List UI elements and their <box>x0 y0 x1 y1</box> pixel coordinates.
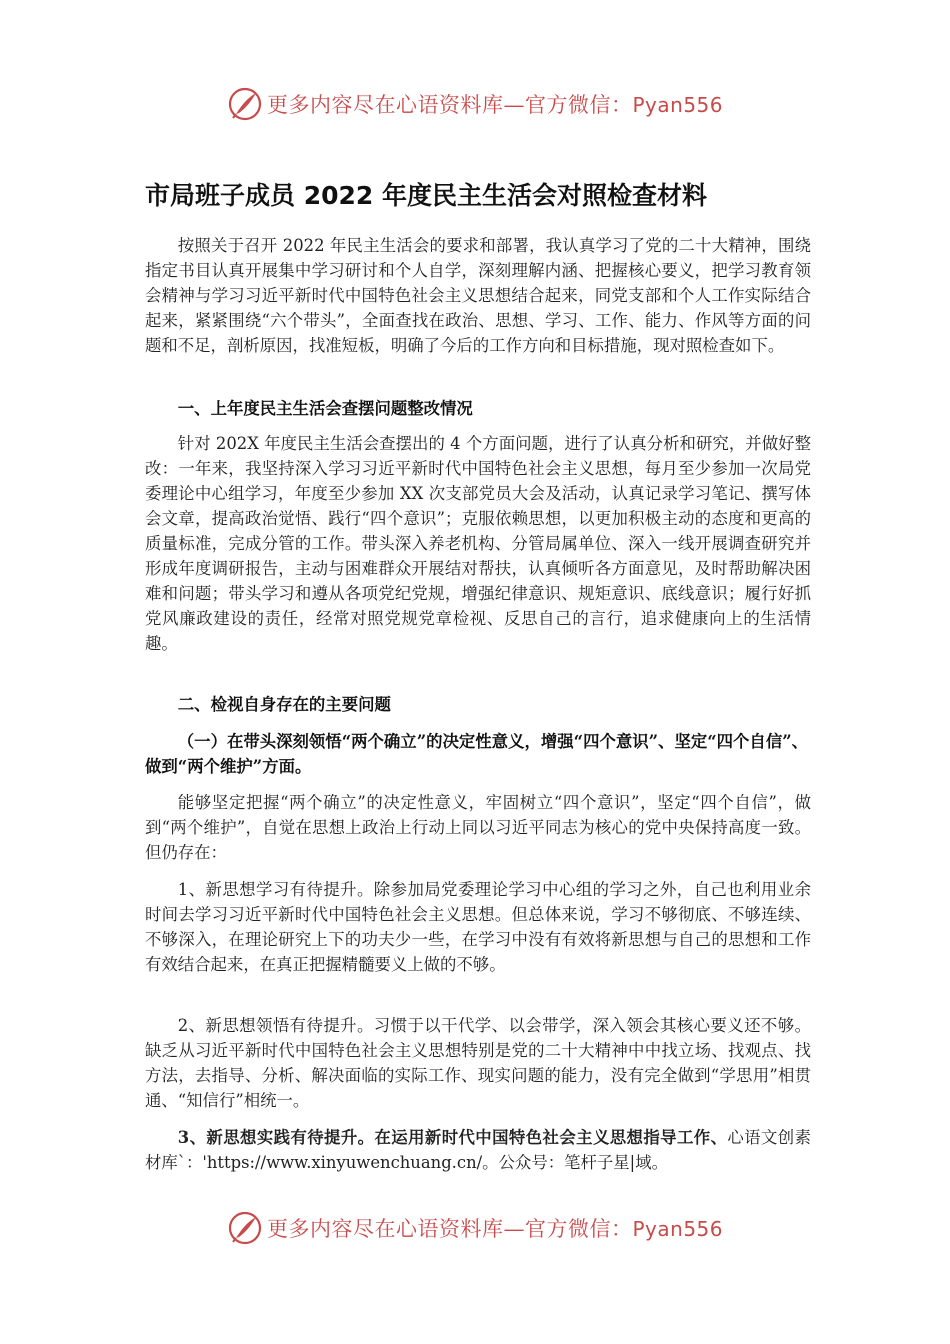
quill-logo-icon <box>227 86 263 122</box>
section1-paragraph: 针对 202X 年度民主生活会查摆出的 4 个方面问题，进行了认真分析和研究，并做好整改：一年来，我坚持深入学习习近平新时代中国特色社会主义思想，每月至少参加一次局党委理论中心组学习，年度至少参加 XX 次支部党员大会及活动，认真记录学习笔记、撰写体会文章，提高政治觉悟、践行“四个意识”；克服依赖思想，以更加积极主动的态度和更高的质量标准，完成分管的工作。带头深入养老机构、分管局属单位、深入一线开展调查研究并形成年度调研报告，主动与困难群众开展结对帮扶，认真倾听各方面意见，及时帮助解决困难和问题；带头学习和遵从各项党纪党规，增强纪律意识、规矩意识、底线意识；履行好抓党风廉政建设的责任，经常对照党规党章检视、反思自己的言行，追求健康向上的生活情趣。 <box>145 434 811 653</box>
list-item-1: 1、新思想学习有待提升。除参加局党委理论学习中心组的学习之外，自己也利用业余时间去学习习近平新时代中国特色社会主义思想。但总体来说，学习不够彻底、不够连续、不够深入，在理论研究上下的功夫少一些，在学习中没有有效将新思想与自己的思想和工作有效结合起来，在真正把握精髓要义上做的不够。 <box>145 880 811 974</box>
section-heading-1: 一、上年度民主生活会查摆问题整改情况 <box>177 399 473 418</box>
header-banner <box>0 82 950 126</box>
banner-site-name: 更多内容尽在心语资料库 <box>266 1217 504 1241</box>
quill-logo-icon <box>227 1210 263 1246</box>
document-title: 市局班子成员 2022 年度民主生活会对照检查材料 <box>145 181 707 210</box>
list-item-2: 2、新思想领悟有待提升。习惯于以干代学、以会带学，深入领会其核心要义还不够。缺乏从习近平新时代中国特色社会主义思想特别是党的二十大精神中中找立场、找观点、找方法，去指导、分析、解决面临的实际工作、现实问题的能力，没有完全做到“学思用”相贯通、“知信行”相统一。 <box>145 1016 811 1110</box>
banner-wechat-id: Pyan556 <box>632 93 723 117</box>
list-item-3-bold: 3、新思想实践有待提升。在运用新时代中国特色社会主义思想指导工作、 <box>177 1128 728 1147</box>
banner-text <box>267 89 723 119</box>
list-item-3-watermark-text: 心语文创素材库`：'https://www.xinyuwenchuang.cn/。公众号：笔杆子星|域。 <box>145 1128 812 1172</box>
banner-text <box>267 1213 723 1243</box>
list-item-3 <box>145 1125 811 1175</box>
subsection1-intro: 能够坚定把握“两个确立”的决定性意义，牢固树立“四个意识”，坚定“四个自信”，做到“两个维护”，自觉在思想上政治上行动上同以习近平同志为核心的党中央保持高度一致。但仍存在： <box>145 793 811 862</box>
banner-site-name: 更多内容尽在心语资料库 <box>266 93 504 117</box>
intro-paragraph: 按照关于召开 2022 年民主生活会的要求和部署，我认真学习了党的二十大精神，围绕指定书目认真开展集中学习研讨和个人自学，深刻理解内涵、把握核心要义，把学习教育领会精神与学习习近平新时代中国特色社会主义思想结合起来，同党支部和个人工作实际结合起来，紧紧围绕“六个带头”，全面查找在政治、思想、学习、工作、能力、作风等方面的问题和不足，剖析原因，找准短板，明确了今后的工作方向和目标措施，现对照检查如下。 <box>145 236 811 355</box>
banner-separator: — <box>503 93 525 117</box>
banner-wechat-id: Pyan556 <box>632 1217 723 1241</box>
subsection-heading-1: （一）在带头深刻领悟“两个确立”的决定性意义，增强“四个意识”、坚定“四个自信”、做到“两个维护”方面。 <box>145 732 809 776</box>
section-heading-2: 二、检视自身存在的主要问题 <box>177 695 391 714</box>
banner-separator: — <box>503 1217 525 1241</box>
banner-wechat-label: 官方微信： <box>524 93 633 117</box>
banner-wechat-label: 官方微信： <box>524 1217 633 1241</box>
footer-banner <box>0 1206 950 1250</box>
